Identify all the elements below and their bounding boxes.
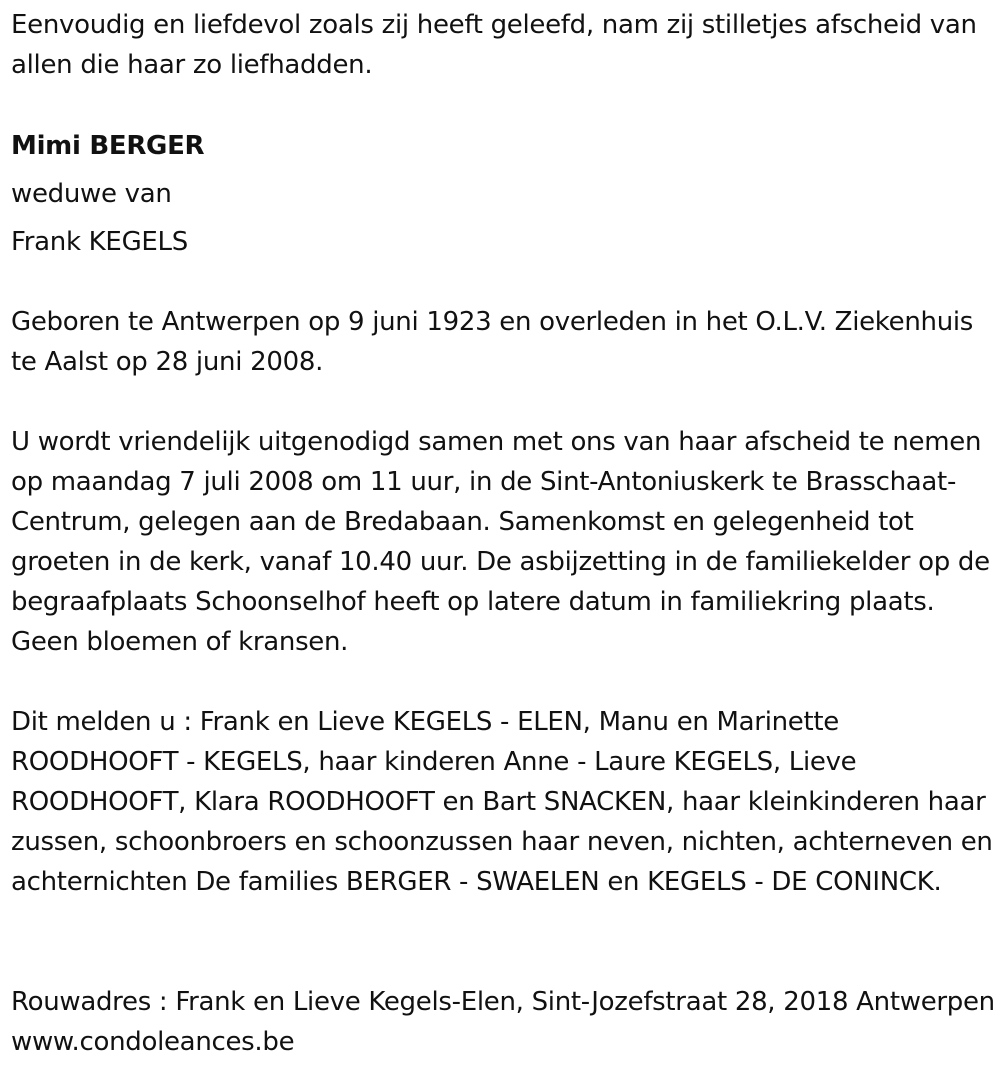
announcers-paragraph: Dit melden u : Frank en Lieve KEGELS - ELEN, Manu en Marinette ROODHOOFT - KEGELS, haar kinderen Anne - Laure KEGELS, Lieve ROODHOOFT, Klara ROODHOOFT en Bart SNACKEN, haar kleinkinderen haar zussen, schoonbroers en schoonzussen haar neven, nichten, achterneven en achternichten De families BERGER - SWAELEN en KEGELS - DE CONINCK. [11,707,993,897]
birth-death-paragraph: Geboren te Antwerpen op 9 juni 1923 en overleden in het O.L.V. Ziekenhuis te Aalst op 28 juni 2008. [11,307,974,377]
address-paragraph: Rouwadres : Frank en Lieve Kegels-Elen, Sint-Jozefstraat 28, 2018 Antwerpen www.condoleances.be [11,987,995,1057]
ceremony-paragraph: U wordt vriendelijk uitgenodigd samen met ons van haar afscheid te nemen op maandag 7 juli 2008 om 11 uur, in de Sint-Antoniuskerk te Brasschaat-Centrum, gelegen aan de Bredabaan. Samenkomst en gelegenheid tot groeten in de kerk, vanaf 10.40 uur. De asbijzetting in de familiekelder op de begraafplaats Schoonselhof heeft op latere datum in familiekring plaats. Geen bloemen of kransen. [11,427,990,657]
relation-line: weduwe van [11,179,172,209]
intro-paragraph: Eenvoudig en liefdevol zoals zij heeft geleefd, nam zij stilletjes afscheid van allen die haar zo liefhadden. [11,10,977,80]
deceased-name: Mimi BERGER [11,131,205,161]
spouse-name: Frank KEGELS [11,227,188,257]
